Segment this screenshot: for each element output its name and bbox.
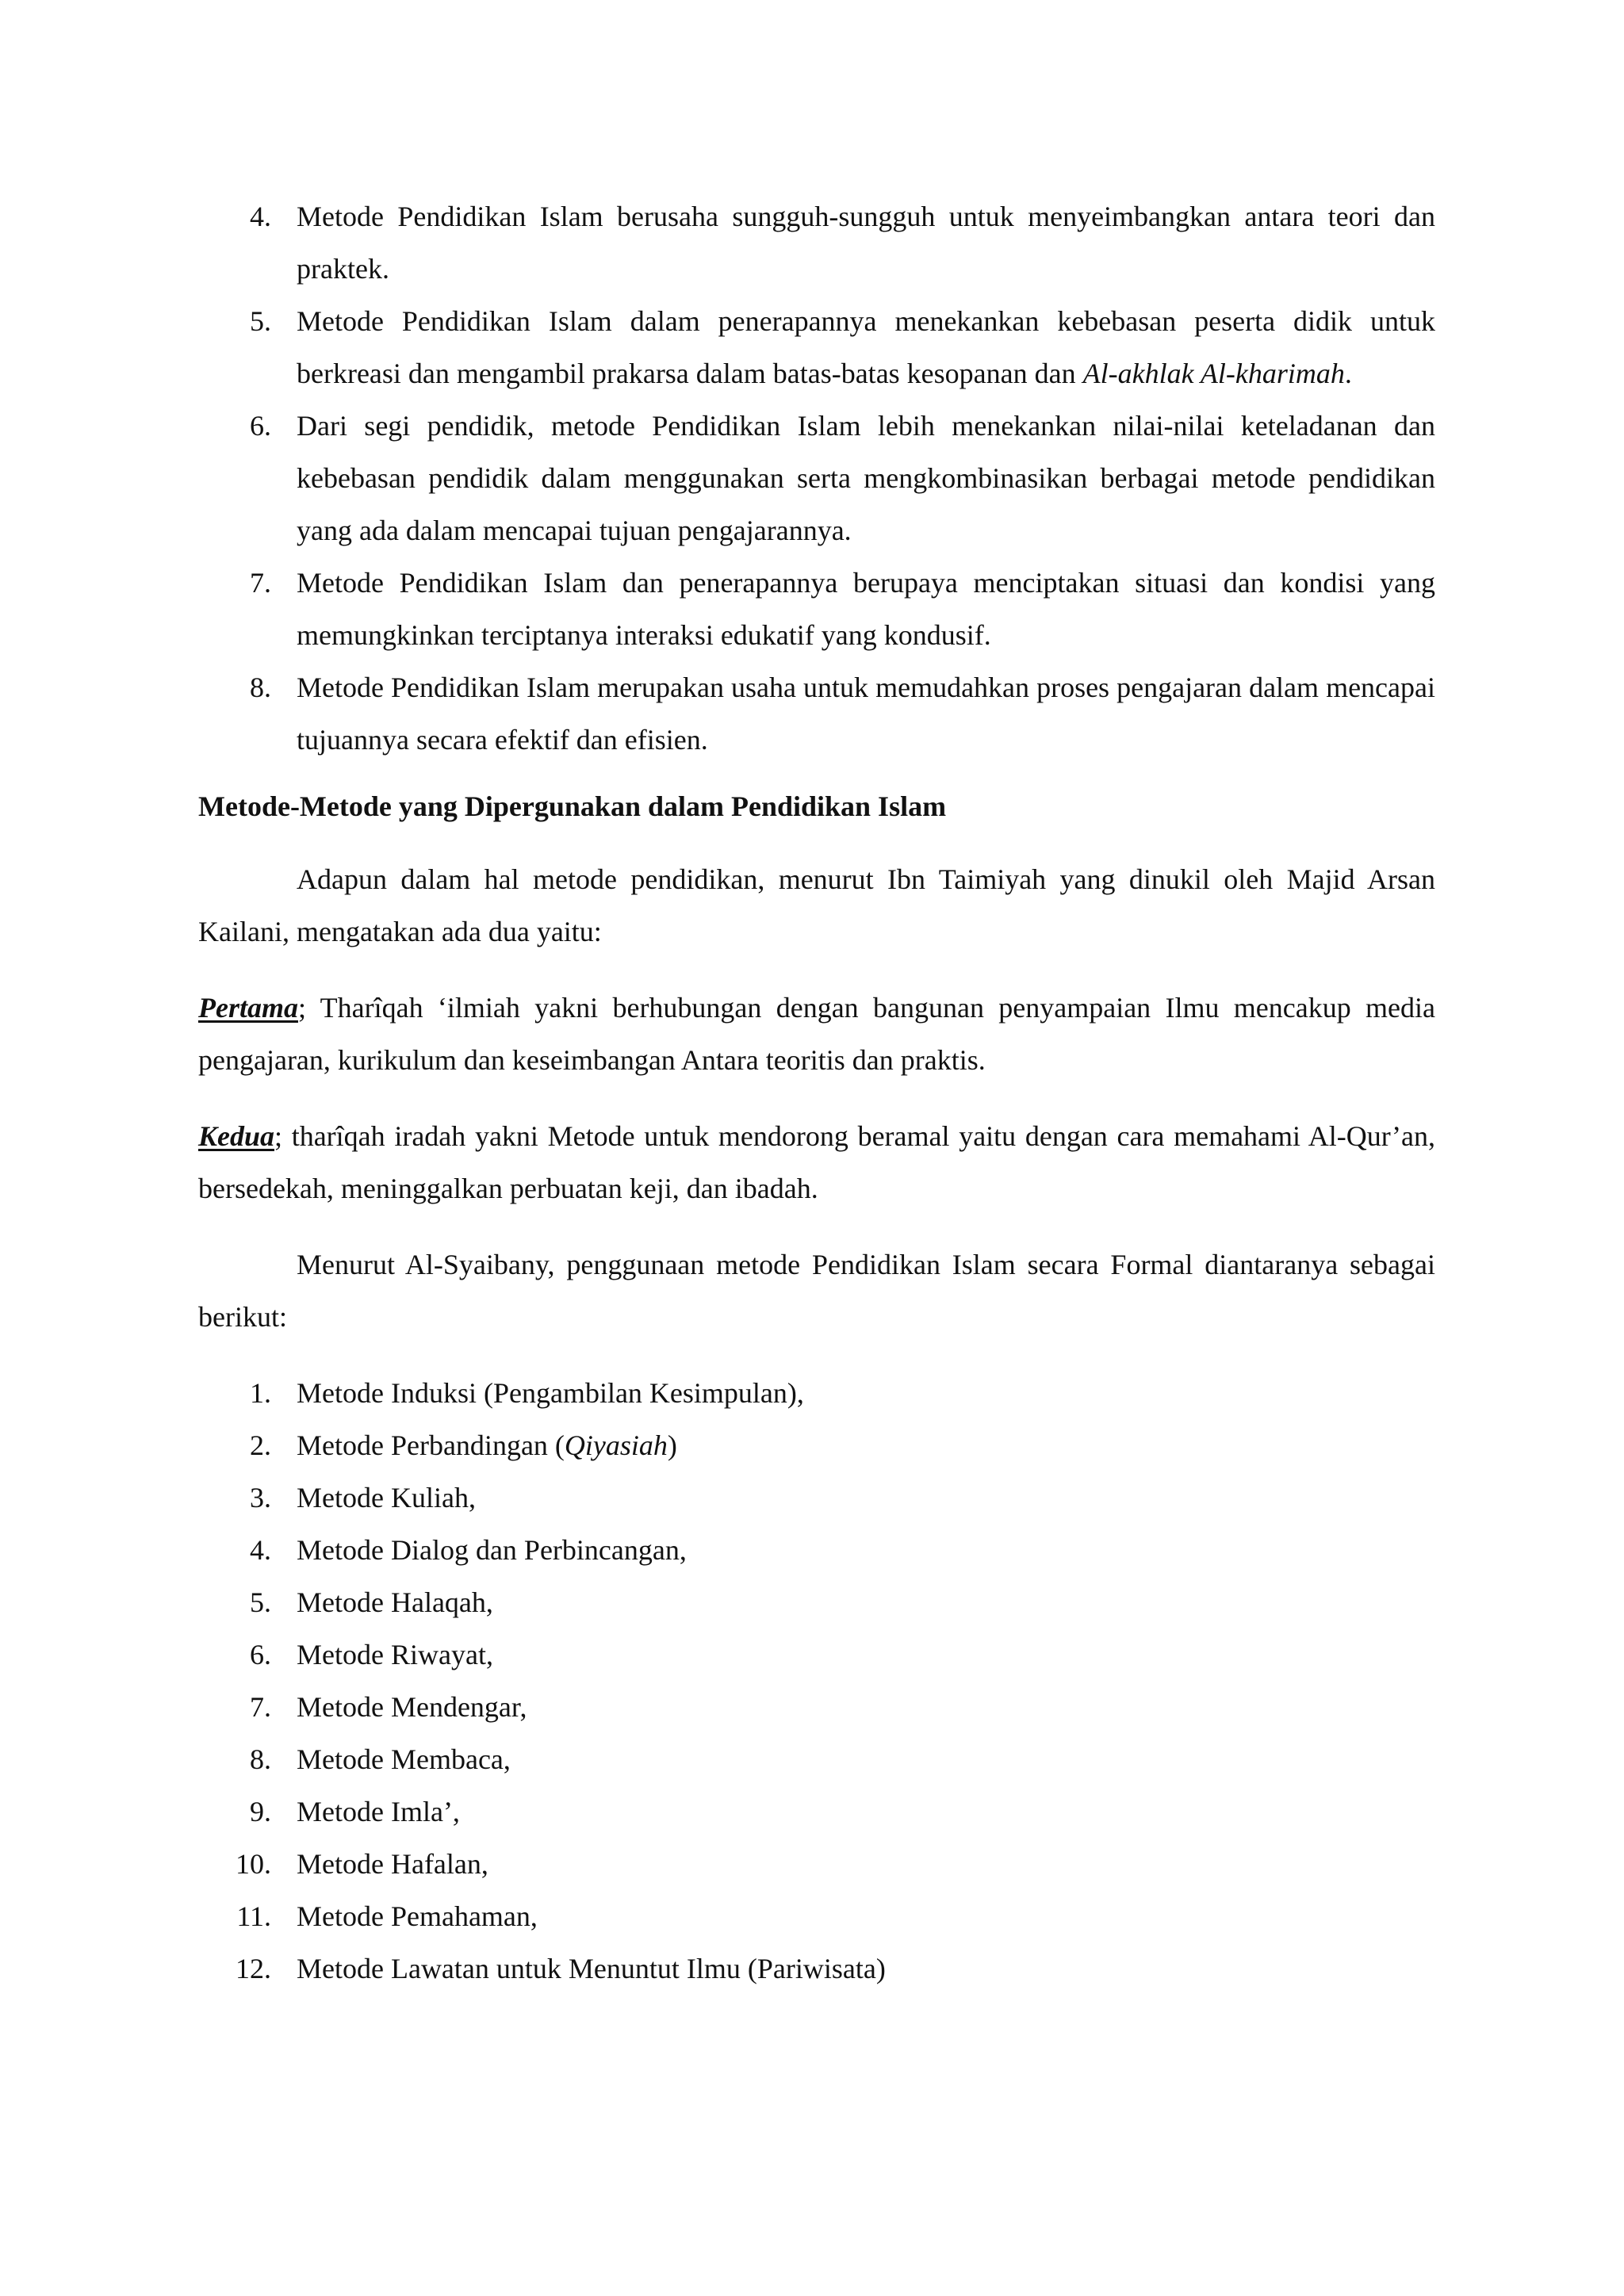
list-text: Metode Induksi (Pengambilan Kesimpulan), — [297, 1377, 804, 1409]
list-item — [198, 1524, 1435, 1576]
list-number: 5. — [250, 305, 271, 337]
list-number: 4. — [250, 1534, 271, 1566]
kedua-paragraph — [198, 1110, 1435, 1215]
list-text: Metode Pemahaman, — [297, 1900, 538, 1932]
list-item — [198, 1628, 1435, 1681]
methods-list — [198, 1367, 1435, 1995]
list-text: Metode Lawatan untuk Menuntut Ilmu (Pariwisata) — [297, 1953, 886, 1984]
syaibany-paragraph: Menurut Al-Syaibany, penggunaan metode Pendidikan Islam secara Formal diantaranya sebagai berikut: — [198, 1249, 1435, 1333]
list-item — [198, 1419, 1435, 1471]
list-item — [198, 1942, 1435, 1995]
list-number: 2. — [250, 1429, 271, 1461]
list-item — [198, 1367, 1435, 1419]
list-item — [198, 295, 1435, 400]
list-number: 4. — [250, 201, 271, 232]
list-item — [198, 400, 1435, 557]
list-item — [198, 557, 1435, 661]
list-number: 3. — [250, 1482, 271, 1513]
list-item — [198, 1838, 1435, 1890]
list-item — [198, 1681, 1435, 1733]
list-number: 7. — [250, 567, 271, 599]
list-text-end: . — [1344, 358, 1352, 389]
italic-term: Qiyasiah — [564, 1429, 668, 1461]
section-heading: Metode-Metode yang Dipergunakan dalam Pendidikan Islam — [198, 790, 947, 822]
list-number: 8. — [250, 672, 271, 703]
list-text: Metode Pendidikan Islam berusaha sungguh-sungguh untuk menyeimbangkan antara teori dan praktek. — [297, 201, 1435, 285]
list-item — [198, 661, 1435, 766]
list-text: Metode Pendidikan Islam dalam penerapannya menekankan kebebasan peserta didik untuk berkreasi dan mengambil prakarsa dalam batas-batas kesopanan dan — [297, 305, 1435, 389]
kedua-label: Kedua — [198, 1120, 275, 1152]
list-text-end: ) — [667, 1429, 677, 1461]
list-number: 6. — [250, 410, 271, 442]
list-item — [198, 1471, 1435, 1524]
list-number: 5. — [250, 1586, 271, 1618]
list-number: 9. — [250, 1796, 271, 1827]
list-text: Metode Halaqah, — [297, 1586, 493, 1618]
intro-paragraph: Adapun dalam hal metode pendidikan, menurut Ibn Taimiyah yang dinukil oleh Majid Arsan Kailani, mengatakan ada dua yaitu: — [198, 863, 1435, 947]
pertama-label: Pertama — [198, 992, 298, 1024]
list-item — [198, 1890, 1435, 1942]
list-text: Metode Hafalan, — [297, 1848, 488, 1880]
list-item — [198, 1733, 1435, 1785]
document-page — [198, 190, 1435, 1995]
list-number: 1. — [250, 1377, 271, 1409]
kedua-text: ; tharîqah iradah yakni Metode untuk mendorong beramal yaitu dengan cara memahami Al-Qur’an, bersedekah, meninggalkan perbuatan keji, dan ibadah. — [198, 1120, 1435, 1204]
list-number: 11. — [236, 1900, 271, 1932]
list-item — [198, 190, 1435, 295]
list-text: Dari segi pendidik, metode Pendidikan Islam lebih menekankan nilai-nilai keteladanan dan kebebasan pendidik dalam menggunakan serta mengkombinasikan berbagai metode pendidikan yang ada dalam mencapai tujuan pengajarannya. — [297, 410, 1435, 546]
list-number: 12. — [236, 1953, 271, 1984]
list-text: Metode Pendidikan Islam dan penerapannya berupaya menciptakan situasi dan kondisi yang memungkinkan terciptanya interaksi edukatif yang kondusif. — [297, 567, 1435, 651]
list-text: Metode Membaca, — [297, 1743, 511, 1775]
list-text: Metode Dialog dan Perbincangan, — [297, 1534, 687, 1566]
list-text: Metode Imla’, — [297, 1796, 460, 1827]
list-number: 6. — [250, 1639, 271, 1670]
principles-list — [198, 190, 1435, 766]
list-number: 10. — [236, 1848, 271, 1880]
italic-term: Al-akhlak Al-kharimah — [1082, 358, 1345, 389]
pertama-text: ; Tharîqah ‘ilmiah yakni berhubungan dengan bangunan penyampaian Ilmu mencakup media pengajaran, kurikulum dan keseimbangan Antara teoritis dan praktis. — [198, 992, 1435, 1076]
list-text: Metode Mendengar, — [297, 1691, 527, 1723]
list-number: 8. — [250, 1743, 271, 1775]
list-text: Metode Pendidikan Islam merupakan usaha untuk memudahkan proses pengajaran dalam mencapai tujuannya secara efektif dan efisien. — [297, 672, 1435, 756]
list-item — [198, 1785, 1435, 1838]
list-text: Metode Riwayat, — [297, 1639, 493, 1670]
list-text: Metode Kuliah, — [297, 1482, 476, 1513]
list-number: 7. — [250, 1691, 271, 1723]
list-item — [198, 1576, 1435, 1628]
pertama-paragraph — [198, 982, 1435, 1086]
list-text: Metode Perbandingan ( — [297, 1429, 565, 1461]
